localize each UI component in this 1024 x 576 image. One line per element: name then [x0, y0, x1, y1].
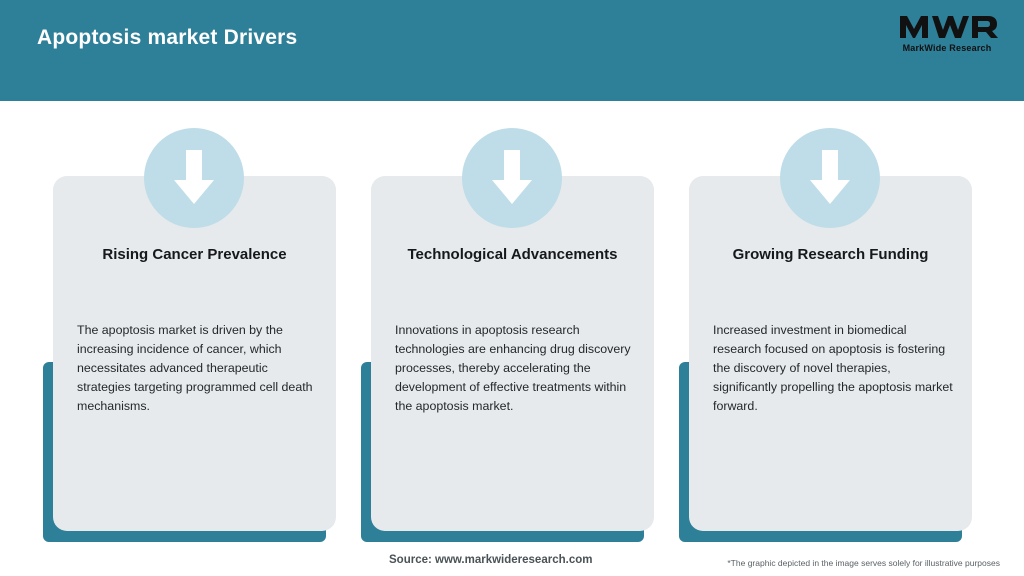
mwr-monogram-icon — [892, 12, 1002, 42]
card-body — [53, 176, 336, 531]
driver-card — [689, 176, 972, 531]
down-arrow-icon — [462, 128, 562, 228]
card-description: Innovations in apoptosis research technologies are enhancing drug discovery processes, thereby accelerating the development of effective treatments within the apoptosis market. — [395, 323, 631, 413]
card-description: The apoptosis market is driven by the increasing incidence of cancer, which necessitates advanced therapeutic strategies targeting programmed cell death mechanisms. — [77, 323, 313, 413]
driver-card — [371, 176, 654, 531]
card-title: Technological Advancements — [407, 246, 618, 263]
logo-tagline: Inspiring Growth — [918, 54, 976, 60]
disclaimer-label: *The graphic depicted in the image serves solely for illustrative purposes — [727, 558, 1000, 568]
down-arrow-icon — [780, 128, 880, 228]
card-title: Growing Research Funding — [732, 246, 929, 263]
down-arrow-icon — [144, 128, 244, 228]
page-title: Apoptosis market Drivers — [37, 26, 298, 49]
card-description: Increased investment in biomedical research focused on apoptosis is fostering the discovery of novel therapies, significantly propelling the apoptosis market forward. — [713, 323, 953, 413]
card-body — [371, 176, 654, 531]
driver-card — [53, 176, 336, 531]
logo-company-name: MarkWide Research — [902, 43, 992, 53]
card-title: Rising Cancer Prevalence — [102, 246, 287, 263]
card-body — [689, 176, 972, 531]
company-logo — [892, 12, 1002, 64]
driver-cards — [0, 101, 1024, 541]
source-label: Source: www.markwideresearch.com — [389, 554, 593, 566]
header-bar — [0, 0, 1024, 101]
